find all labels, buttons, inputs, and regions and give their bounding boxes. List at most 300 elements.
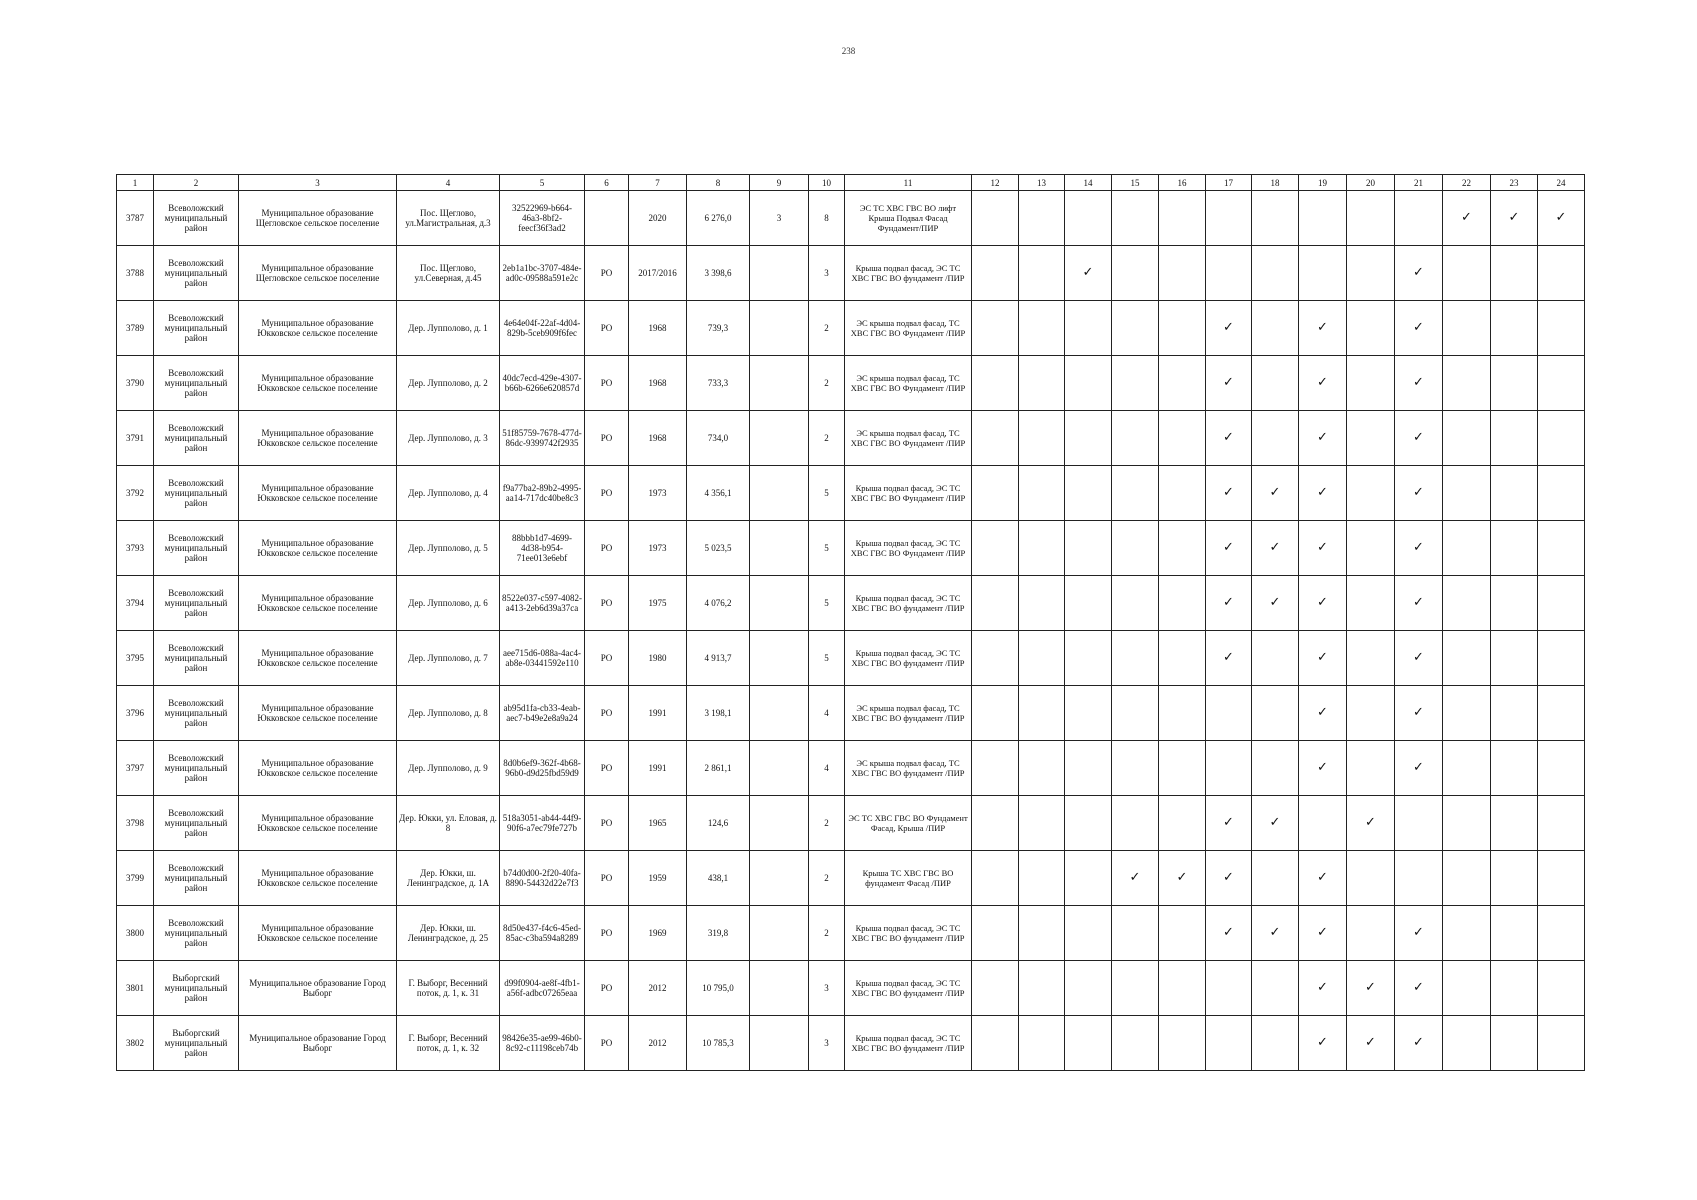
check-cell-16 bbox=[1159, 301, 1206, 356]
check-cell-13 bbox=[1019, 521, 1065, 576]
check-cell-21 bbox=[1395, 961, 1443, 1016]
check-cell-19 bbox=[1299, 411, 1347, 466]
col6-cell: РО bbox=[585, 906, 629, 961]
check-cell-17 bbox=[1206, 686, 1252, 741]
address-cell: Г. Выборг, Весенний поток, д. 1, к. 31 bbox=[397, 961, 500, 1016]
col6-cell: РО bbox=[585, 741, 629, 796]
row-number: 3792 bbox=[117, 466, 154, 521]
area-cell: 3 398,6 bbox=[687, 246, 750, 301]
table-row bbox=[117, 301, 1585, 356]
district-cell: Всеволожский муниципальный район bbox=[154, 796, 239, 851]
check-cell-22 bbox=[1443, 851, 1491, 906]
check-cell-21 bbox=[1395, 906, 1443, 961]
area-cell: 124,6 bbox=[687, 796, 750, 851]
check-cell-23 bbox=[1491, 1016, 1538, 1071]
check-cell-15 bbox=[1112, 741, 1159, 796]
row-number: 3797 bbox=[117, 741, 154, 796]
check-cell-20 bbox=[1347, 246, 1395, 301]
check-cell-21 bbox=[1395, 1016, 1443, 1071]
row-number: 3798 bbox=[117, 796, 154, 851]
check-mark-icon: ✓ bbox=[1317, 540, 1328, 555]
col9-cell bbox=[750, 686, 809, 741]
col10-cell: 3 bbox=[809, 961, 845, 1016]
check-cell-22 bbox=[1443, 741, 1491, 796]
municipality-cell: Муниципальное образование Юкковское сельское поселение bbox=[239, 301, 397, 356]
check-cell-22 bbox=[1443, 301, 1491, 356]
check-cell-21 bbox=[1395, 686, 1443, 741]
check-cell-22 bbox=[1443, 246, 1491, 301]
building-id-cell: d99f0904-ae8f-4fb1-a56f-adbc07265eaa bbox=[500, 961, 585, 1016]
address-cell: Дер. Юкки, ул. Еловая, д. 8 bbox=[397, 796, 500, 851]
check-mark-icon: ✓ bbox=[1269, 540, 1281, 555]
building-id-cell: f9a77ba2-89b2-4995-aa14-717dc40be8c3 bbox=[500, 466, 585, 521]
col9-cell bbox=[750, 851, 809, 906]
check-cell-23 bbox=[1491, 851, 1538, 906]
check-cell-18 bbox=[1252, 1016, 1299, 1071]
check-cell-21 bbox=[1395, 466, 1443, 521]
check-cell-22 bbox=[1443, 1016, 1491, 1071]
column-number: 22 bbox=[1443, 175, 1491, 191]
check-cell-15 bbox=[1112, 356, 1159, 411]
check-mark-icon: ✓ bbox=[1082, 265, 1094, 280]
check-cell-20 bbox=[1347, 796, 1395, 851]
check-cell-12 bbox=[972, 686, 1019, 741]
col9-cell bbox=[750, 631, 809, 686]
district-cell: Всеволожский муниципальный район bbox=[154, 411, 239, 466]
table-row bbox=[117, 1016, 1585, 1071]
check-cell-15 bbox=[1112, 411, 1159, 466]
check-mark-icon: ✓ bbox=[1413, 595, 1424, 610]
check-cell-14 bbox=[1065, 246, 1112, 301]
check-cell-14 bbox=[1065, 1016, 1112, 1071]
col9-cell bbox=[750, 741, 809, 796]
col6-cell: РО bbox=[585, 301, 629, 356]
check-cell-16 bbox=[1159, 576, 1206, 631]
check-mark-icon: ✓ bbox=[1223, 430, 1234, 445]
address-cell: Дер. Юкки, ш. Ленинградское, д. 1А bbox=[397, 851, 500, 906]
table-row bbox=[117, 851, 1585, 906]
check-mark-icon: ✓ bbox=[1413, 430, 1424, 445]
check-cell-19 bbox=[1299, 356, 1347, 411]
check-cell-12 bbox=[972, 246, 1019, 301]
col10-cell: 2 bbox=[809, 411, 845, 466]
check-cell-21 bbox=[1395, 851, 1443, 906]
check-cell-18 bbox=[1252, 906, 1299, 961]
check-cell-19 bbox=[1299, 191, 1347, 246]
municipality-cell: Муниципальное образование Юкковское сельское поселение bbox=[239, 521, 397, 576]
table-row bbox=[117, 246, 1585, 301]
check-cell-17 bbox=[1206, 356, 1252, 411]
year-cell: 2017/2016 bbox=[629, 246, 687, 301]
district-cell: Всеволожский муниципальный район bbox=[154, 246, 239, 301]
address-cell: Дер. Юкки, ш. Ленинградское, д. 25 bbox=[397, 906, 500, 961]
check-mark-icon: ✓ bbox=[1223, 815, 1234, 830]
column-number: 7 bbox=[629, 175, 687, 191]
municipality-cell: Муниципальное образование Юкковское сельское поселение bbox=[239, 631, 397, 686]
col9-cell bbox=[750, 301, 809, 356]
column-number: 10 bbox=[809, 175, 845, 191]
year-cell: 2020 bbox=[629, 191, 687, 246]
check-cell-16 bbox=[1159, 1016, 1206, 1071]
column-number: 14 bbox=[1065, 175, 1112, 191]
check-cell-14 bbox=[1065, 906, 1112, 961]
works-cell: ЭС крыша подвал фасад, ТС ХВС ГВС ВО фундамент /ПИР bbox=[845, 741, 972, 796]
check-mark-icon: ✓ bbox=[1317, 1035, 1328, 1050]
building-id-cell: 8522e037-c597-4082-a413-2eb6d39a37ca bbox=[500, 576, 585, 631]
check-mark-icon: ✓ bbox=[1413, 980, 1424, 995]
address-cell: Пос. Щеглово, ул.Северная, д.45 bbox=[397, 246, 500, 301]
check-mark-icon: ✓ bbox=[1413, 265, 1424, 280]
check-cell-14 bbox=[1065, 576, 1112, 631]
municipality-cell: Муниципальное образование Щегловское сельское поселение bbox=[239, 246, 397, 301]
municipality-cell: Муниципальное образование Юкковское сельское поселение bbox=[239, 686, 397, 741]
building-id-cell: 98426e35-ae99-46b0-8c92-c11198ceb74b bbox=[500, 1016, 585, 1071]
check-cell-13 bbox=[1019, 191, 1065, 246]
works-cell: Крыша подвал фасад, ЭС ТС ХВС ГВС ВО Фундамент /ПИР bbox=[845, 521, 972, 576]
municipality-cell: Муниципальное образование Юкковское сельское поселение bbox=[239, 356, 397, 411]
check-cell-17 bbox=[1206, 576, 1252, 631]
check-cell-16 bbox=[1159, 521, 1206, 576]
check-mark-icon: ✓ bbox=[1223, 320, 1234, 335]
check-cell-24 bbox=[1538, 796, 1585, 851]
check-cell-15 bbox=[1112, 521, 1159, 576]
check-cell-20 bbox=[1347, 906, 1395, 961]
check-cell-24 bbox=[1538, 1016, 1585, 1071]
works-cell: Крыша подвал фасад, ЭС ТС ХВС ГВС ВО фундамент /ПИР bbox=[845, 906, 972, 961]
check-cell-18 bbox=[1252, 191, 1299, 246]
check-cell-15 bbox=[1112, 906, 1159, 961]
check-cell-17 bbox=[1206, 521, 1252, 576]
check-cell-12 bbox=[972, 1016, 1019, 1071]
check-cell-21 bbox=[1395, 521, 1443, 576]
check-mark-icon: ✓ bbox=[1269, 485, 1281, 500]
check-cell-20 bbox=[1347, 191, 1395, 246]
year-cell: 1969 bbox=[629, 906, 687, 961]
address-cell: Пос. Щеглово, ул.Магистральная, д.3 bbox=[397, 191, 500, 246]
check-cell-15 bbox=[1112, 961, 1159, 1016]
column-number: 11 bbox=[845, 175, 972, 191]
check-cell-21 bbox=[1395, 246, 1443, 301]
area-cell: 438,1 bbox=[687, 851, 750, 906]
check-mark-icon: ✓ bbox=[1317, 320, 1328, 335]
check-cell-17 bbox=[1206, 741, 1252, 796]
check-cell-20 bbox=[1347, 521, 1395, 576]
check-cell-12 bbox=[972, 191, 1019, 246]
check-cell-20 bbox=[1347, 851, 1395, 906]
table-row bbox=[117, 191, 1585, 246]
check-cell-20 bbox=[1347, 631, 1395, 686]
check-cell-17 bbox=[1206, 246, 1252, 301]
check-cell-23 bbox=[1491, 686, 1538, 741]
col6-cell bbox=[585, 191, 629, 246]
check-cell-19 bbox=[1299, 576, 1347, 631]
column-number: 9 bbox=[750, 175, 809, 191]
year-cell: 1968 bbox=[629, 301, 687, 356]
check-cell-14 bbox=[1065, 796, 1112, 851]
municipality-cell: Муниципальное образование Юкковское сельское поселение bbox=[239, 466, 397, 521]
check-cell-20 bbox=[1347, 356, 1395, 411]
district-cell: Всеволожский муниципальный район bbox=[154, 631, 239, 686]
check-mark-icon: ✓ bbox=[1269, 925, 1281, 940]
address-cell: Дер. Лупполово, д. 5 bbox=[397, 521, 500, 576]
check-cell-18 bbox=[1252, 741, 1299, 796]
address-cell: Дер. Лупполово, д. 6 bbox=[397, 576, 500, 631]
check-mark-icon: ✓ bbox=[1413, 705, 1424, 720]
area-cell: 10 795,0 bbox=[687, 961, 750, 1016]
check-mark-icon: ✓ bbox=[1317, 595, 1328, 610]
check-cell-19 bbox=[1299, 246, 1347, 301]
check-cell-24 bbox=[1538, 246, 1585, 301]
check-cell-12 bbox=[972, 741, 1019, 796]
check-cell-15 bbox=[1112, 576, 1159, 631]
check-cell-17 bbox=[1206, 191, 1252, 246]
column-number: 12 bbox=[972, 175, 1019, 191]
check-cell-16 bbox=[1159, 411, 1206, 466]
check-cell-23 bbox=[1491, 411, 1538, 466]
col6-cell: РО bbox=[585, 631, 629, 686]
area-cell: 2 861,1 bbox=[687, 741, 750, 796]
row-number: 3796 bbox=[117, 686, 154, 741]
col6-cell: РО bbox=[585, 411, 629, 466]
check-cell-22 bbox=[1443, 631, 1491, 686]
check-cell-20 bbox=[1347, 686, 1395, 741]
year-cell: 1968 bbox=[629, 356, 687, 411]
col6-cell: РО bbox=[585, 521, 629, 576]
check-mark-icon: ✓ bbox=[1365, 980, 1376, 995]
check-cell-17 bbox=[1206, 906, 1252, 961]
year-cell: 1975 bbox=[629, 576, 687, 631]
check-cell-24 bbox=[1538, 301, 1585, 356]
check-cell-18 bbox=[1252, 686, 1299, 741]
area-cell: 4 356,1 bbox=[687, 466, 750, 521]
row-number: 3801 bbox=[117, 961, 154, 1016]
municipality-cell: Муниципальное образование Город Выборг bbox=[239, 961, 397, 1016]
district-cell: Всеволожский муниципальный район bbox=[154, 906, 239, 961]
row-number: 3794 bbox=[117, 576, 154, 631]
check-cell-12 bbox=[972, 576, 1019, 631]
check-cell-16 bbox=[1159, 741, 1206, 796]
year-cell: 2012 bbox=[629, 1016, 687, 1071]
check-cell-23 bbox=[1491, 741, 1538, 796]
check-cell-21 bbox=[1395, 796, 1443, 851]
check-cell-22 bbox=[1443, 686, 1491, 741]
table-row bbox=[117, 741, 1585, 796]
check-cell-22 bbox=[1443, 521, 1491, 576]
check-cell-21 bbox=[1395, 191, 1443, 246]
check-cell-16 bbox=[1159, 191, 1206, 246]
area-cell: 5 023,5 bbox=[687, 521, 750, 576]
check-mark-icon: ✓ bbox=[1317, 925, 1328, 940]
district-cell: Всеволожский муниципальный район bbox=[154, 191, 239, 246]
col6-cell: РО bbox=[585, 356, 629, 411]
area-cell: 734,0 bbox=[687, 411, 750, 466]
municipality-cell: Муниципальное образование Юкковское сельское поселение bbox=[239, 411, 397, 466]
check-cell-18 bbox=[1252, 246, 1299, 301]
check-cell-13 bbox=[1019, 796, 1065, 851]
col9-cell bbox=[750, 246, 809, 301]
check-cell-22 bbox=[1443, 576, 1491, 631]
check-mark-icon: ✓ bbox=[1317, 760, 1328, 775]
check-cell-16 bbox=[1159, 961, 1206, 1016]
check-cell-13 bbox=[1019, 356, 1065, 411]
check-cell-21 bbox=[1395, 411, 1443, 466]
check-cell-22 bbox=[1443, 411, 1491, 466]
check-cell-19 bbox=[1299, 1016, 1347, 1071]
table-row bbox=[117, 961, 1585, 1016]
column-number: 24 bbox=[1538, 175, 1585, 191]
check-mark-icon: ✓ bbox=[1317, 375, 1328, 390]
check-mark-icon: ✓ bbox=[1413, 375, 1424, 390]
check-cell-21 bbox=[1395, 301, 1443, 356]
check-cell-19 bbox=[1299, 796, 1347, 851]
check-cell-15 bbox=[1112, 466, 1159, 521]
column-number: 18 bbox=[1252, 175, 1299, 191]
row-number: 3800 bbox=[117, 906, 154, 961]
check-cell-16 bbox=[1159, 631, 1206, 686]
check-cell-20 bbox=[1347, 961, 1395, 1016]
col9-cell bbox=[750, 411, 809, 466]
col6-cell: РО bbox=[585, 1016, 629, 1071]
check-cell-18 bbox=[1252, 356, 1299, 411]
check-mark-icon: ✓ bbox=[1269, 595, 1281, 610]
check-mark-icon: ✓ bbox=[1413, 320, 1424, 335]
check-cell-22 bbox=[1443, 961, 1491, 1016]
check-mark-icon: ✓ bbox=[1269, 815, 1281, 830]
address-cell: Дер. Лупполово, д. 1 bbox=[397, 301, 500, 356]
works-cell: ЭС ТС ХВС ГВС ВО лифт Крыша Подвал Фасад Фундамент/ПИР bbox=[845, 191, 972, 246]
check-cell-13 bbox=[1019, 741, 1065, 796]
check-cell-17 bbox=[1206, 961, 1252, 1016]
check-cell-16 bbox=[1159, 851, 1206, 906]
check-cell-18 bbox=[1252, 961, 1299, 1016]
check-cell-14 bbox=[1065, 301, 1112, 356]
works-cell: Крыша ТС ХВС ГВС ВО фундамент Фасад /ПИР bbox=[845, 851, 972, 906]
municipality-cell: Муниципальное образование Щегловское сельское поселение bbox=[239, 191, 397, 246]
district-cell: Всеволожский муниципальный район bbox=[154, 356, 239, 411]
check-cell-19 bbox=[1299, 466, 1347, 521]
check-cell-24 bbox=[1538, 631, 1585, 686]
check-cell-23 bbox=[1491, 521, 1538, 576]
check-mark-icon: ✓ bbox=[1365, 815, 1376, 830]
check-cell-19 bbox=[1299, 301, 1347, 356]
col6-cell: РО bbox=[585, 466, 629, 521]
table-row bbox=[117, 576, 1585, 631]
check-cell-23 bbox=[1491, 191, 1538, 246]
col10-cell: 5 bbox=[809, 521, 845, 576]
check-cell-18 bbox=[1252, 466, 1299, 521]
building-id-cell: 2eb1a1bc-3707-484e-ad0c-09588a591e2c bbox=[500, 246, 585, 301]
check-cell-24 bbox=[1538, 191, 1585, 246]
check-cell-15 bbox=[1112, 1016, 1159, 1071]
check-mark-icon: ✓ bbox=[1223, 870, 1234, 885]
column-number: 15 bbox=[1112, 175, 1159, 191]
check-cell-19 bbox=[1299, 906, 1347, 961]
column-number: 13 bbox=[1019, 175, 1065, 191]
check-cell-24 bbox=[1538, 741, 1585, 796]
address-cell: Дер. Лупполово, д. 4 bbox=[397, 466, 500, 521]
check-cell-22 bbox=[1443, 466, 1491, 521]
year-cell: 1959 bbox=[629, 851, 687, 906]
check-cell-17 bbox=[1206, 631, 1252, 686]
col10-cell: 2 bbox=[809, 851, 845, 906]
check-cell-15 bbox=[1112, 631, 1159, 686]
column-number-row bbox=[117, 175, 1585, 191]
table-row bbox=[117, 466, 1585, 521]
check-mark-icon: ✓ bbox=[1223, 595, 1234, 610]
check-mark-icon: ✓ bbox=[1413, 540, 1424, 555]
table-row bbox=[117, 411, 1585, 466]
table-row bbox=[117, 906, 1585, 961]
col6-cell: РО bbox=[585, 686, 629, 741]
year-cell: 1973 bbox=[629, 466, 687, 521]
col10-cell: 5 bbox=[809, 576, 845, 631]
check-mark-icon: ✓ bbox=[1317, 430, 1328, 445]
area-cell: 6 276,0 bbox=[687, 191, 750, 246]
check-cell-24 bbox=[1538, 411, 1585, 466]
address-cell: Дер. Лупполово, д. 7 bbox=[397, 631, 500, 686]
check-cell-22 bbox=[1443, 191, 1491, 246]
check-cell-13 bbox=[1019, 576, 1065, 631]
year-cell: 2012 bbox=[629, 961, 687, 1016]
col9-cell bbox=[750, 961, 809, 1016]
building-id-cell: 32522969-b664-46a3-8bf2-feecf36f3ad2 bbox=[500, 191, 585, 246]
works-cell: Крыша подвал фасад, ЭС ТС ХВС ГВС ВО фундамент /ПИР bbox=[845, 246, 972, 301]
row-number: 3802 bbox=[117, 1016, 154, 1071]
check-cell-24 bbox=[1538, 356, 1585, 411]
check-cell-19 bbox=[1299, 851, 1347, 906]
check-cell-16 bbox=[1159, 686, 1206, 741]
col6-cell: РО bbox=[585, 246, 629, 301]
check-cell-14 bbox=[1065, 521, 1112, 576]
check-cell-23 bbox=[1491, 246, 1538, 301]
check-cell-23 bbox=[1491, 796, 1538, 851]
district-cell: Всеволожский муниципальный район bbox=[154, 741, 239, 796]
check-mark-icon: ✓ bbox=[1317, 650, 1328, 665]
check-cell-14 bbox=[1065, 466, 1112, 521]
building-id-cell: 4e64e04f-22af-4d04-829b-5ceb909f6fec bbox=[500, 301, 585, 356]
check-cell-23 bbox=[1491, 631, 1538, 686]
check-cell-15 bbox=[1112, 301, 1159, 356]
column-number: 3 bbox=[239, 175, 397, 191]
check-cell-15 bbox=[1112, 851, 1159, 906]
check-cell-13 bbox=[1019, 411, 1065, 466]
works-cell: Крыша подвал фасад, ЭС ТС ХВС ГВС ВО фундамент /ПИР bbox=[845, 1016, 972, 1071]
check-cell-17 bbox=[1206, 411, 1252, 466]
row-number: 3787 bbox=[117, 191, 154, 246]
check-cell-24 bbox=[1538, 576, 1585, 631]
row-number: 3790 bbox=[117, 356, 154, 411]
address-cell: Дер. Лупполово, д. 9 bbox=[397, 741, 500, 796]
check-cell-13 bbox=[1019, 301, 1065, 356]
district-cell: Всеволожский муниципальный район bbox=[154, 851, 239, 906]
check-cell-18 bbox=[1252, 576, 1299, 631]
check-cell-16 bbox=[1159, 246, 1206, 301]
building-id-cell: 40dc7ecd-429e-4307-b66b-6266e620857d bbox=[500, 356, 585, 411]
works-cell: Крыша подвал фасад, ЭС ТС ХВС ГВС ВО фундамент /ПИР bbox=[845, 576, 972, 631]
check-mark-icon: ✓ bbox=[1413, 1035, 1424, 1050]
district-cell: Выборгский муниципальный район bbox=[154, 1016, 239, 1071]
check-cell-23 bbox=[1491, 356, 1538, 411]
col9-cell bbox=[750, 796, 809, 851]
check-cell-21 bbox=[1395, 356, 1443, 411]
check-cell-20 bbox=[1347, 466, 1395, 521]
check-cell-21 bbox=[1395, 576, 1443, 631]
district-cell: Выборгский муниципальный район bbox=[154, 961, 239, 1016]
column-number: 8 bbox=[687, 175, 750, 191]
district-cell: Всеволожский муниципальный район bbox=[154, 686, 239, 741]
municipality-cell: Муниципальное образование Юкковское сельское поселение bbox=[239, 851, 397, 906]
check-mark-icon: ✓ bbox=[1555, 210, 1567, 225]
